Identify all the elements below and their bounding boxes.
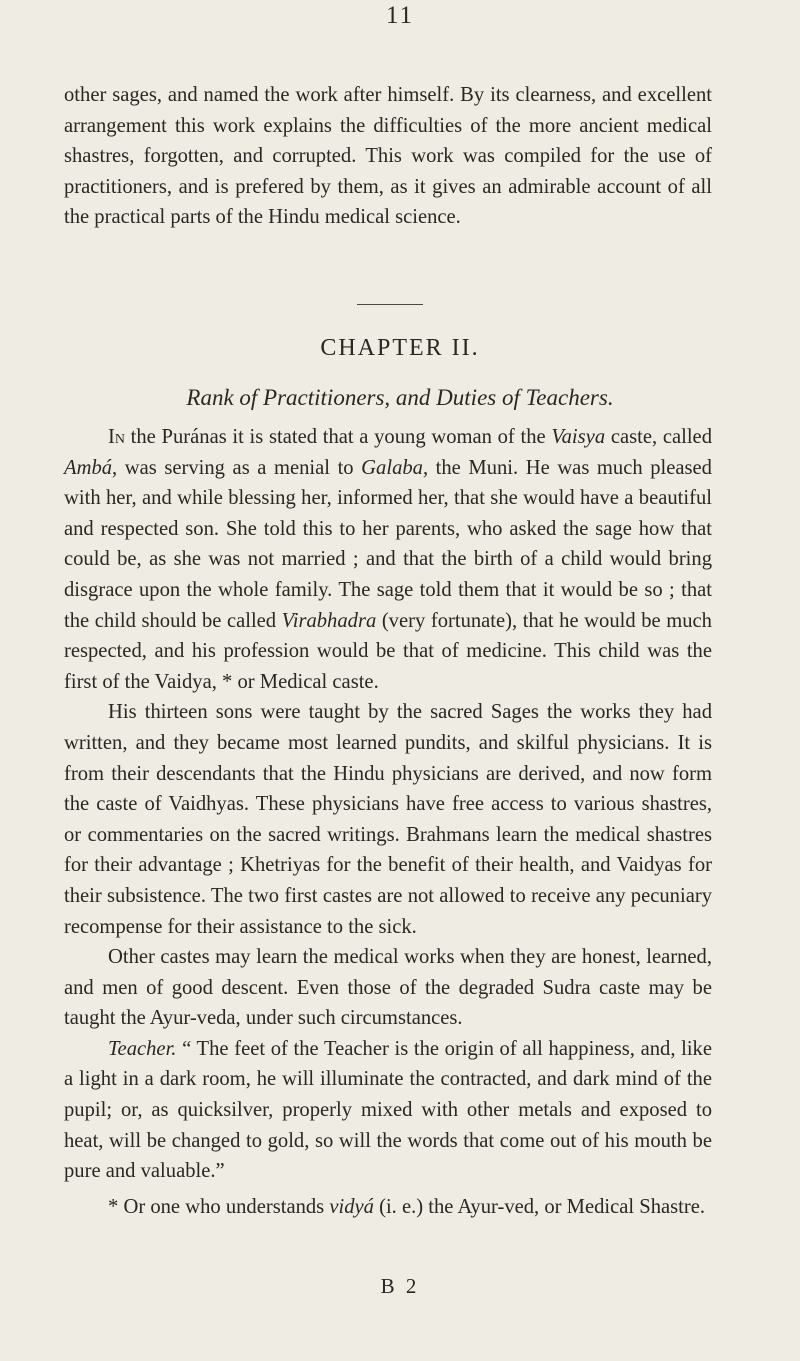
intro-paragraph-text: other sages, and named the work after himself. By its clearness, and excellent arrangement this work explains the difficulties of the more ancient medical shastres, forgotten, and corrupted. This work was compiled for the use of practitioners, and is prefered by them, as it gives an admirable account of all the practical parts of the Hindu medical science.	[64, 84, 712, 229]
signature-mark: B 2	[380, 1274, 420, 1298]
paragraph-opening: In	[108, 426, 125, 448]
section-divider	[357, 304, 423, 305]
body-paragraph: His thirteen sons were taught by the sacred Sages the works they had written, and they became most learned pundits, and skilful physicians. It is from their descendants that the Hindu physicians are derived, and now form the caste of Vaidhyas. These physicians have free access to various shastres, or commentaries on the sacred writings. Brahmans learn the medical shastres for their advantage ; Khetriyas for the benefit of their health, and Vaidyas for their subsistence. The two first castes are not allowed to receive any pecuniary recompense for their assistance to the sick.	[64, 701, 712, 938]
footnote: * Or one who understands vidyá (i. e.) the Ayur-ved, or Medical Shastre.	[108, 1196, 706, 1218]
body-paragraph: In the Puránas it is stated that a young woman of the Vaisya caste, called Ambá, was serving as a menial to Galaba, the Muni. He was much pleased with her, and while blessing her, informed her, that she would have a beautiful and respected son. She told this to her parents, who asked the sage how that could be, as she was not married ; and that the birth of a child would bring disgrace upon the whole family. The sage told them that it would be so ; that the child should be called Virabhadra (very fortunate), that he would be much respected, and his profession would be that of medicine. This child was the first of the Vaidya, * or Medical caste.	[64, 426, 712, 693]
body-paragraph: Teacher. “ The feet of the Teacher is the origin of all happiness, and, like a light in a dark room, he will illuminate the contracted, and dark mind of the pupil; or, as quicksilver, properly mixed with other metals and exposed to heat, will be changed to gold, so will the words that come out of his mouth be pure and valuable.”	[64, 1037, 712, 1183]
chapter-heading: CHAPTER II.	[320, 335, 480, 361]
body-paragraph: Other castes may learn the medical works when they are honest, learned, and men of good descent. Even those of the degraded Sudra caste may be taught the Ayur-veda, under such circumstances.	[64, 946, 712, 1030]
chapter-body	[64, 422, 712, 1187]
chapter-subtitle: Rank of Practitioners, and Duties of Teachers.	[186, 385, 614, 410]
intro-paragraph	[64, 80, 712, 233]
page-number: 11	[385, 2, 415, 29]
